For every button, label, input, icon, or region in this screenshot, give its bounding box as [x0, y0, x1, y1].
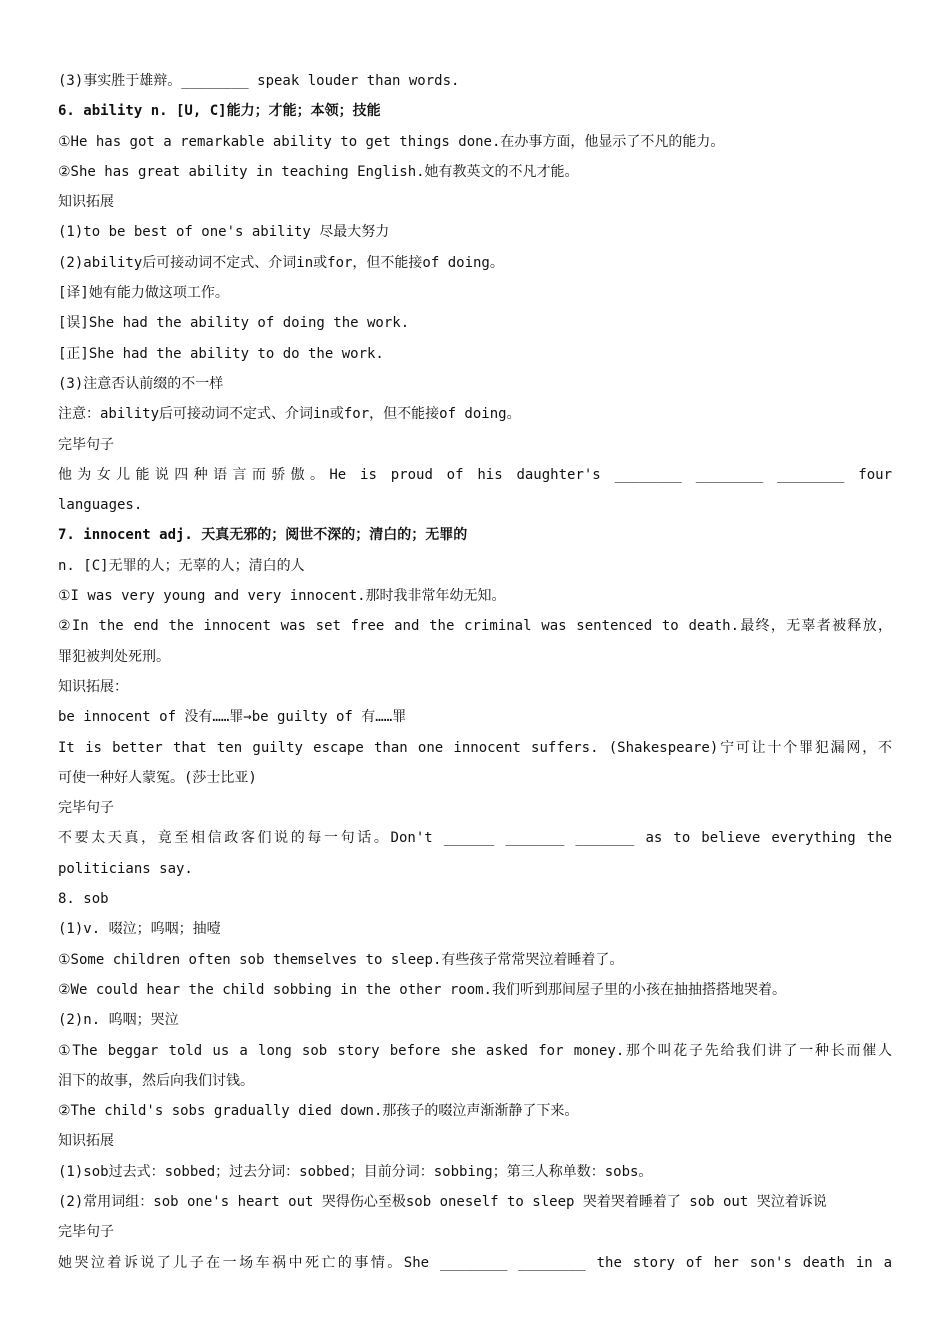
- text-line: 他为女儿能说四种语言而骄傲。He is proud of his daughter's ________ ________ ________ four: [58, 466, 892, 483]
- text-line: (3)注意否认前缀的不一样: [58, 375, 224, 392]
- text-line: [误]She had the ability of doing the work.: [58, 315, 410, 332]
- text-line: (1)v. 啜泣；呜咽；抽噎: [58, 921, 221, 938]
- text-line: (3)事实胜于雄辩。________ speak louder than words.: [58, 73, 460, 89]
- text-line: 可使一种好人蒙冤。(莎士比亚): [58, 769, 257, 786]
- text-line: (2)n. 呜咽；哭泣: [58, 1012, 179, 1029]
- text-line: n. [C]无罪的人；无辜的人；清白的人: [58, 557, 305, 574]
- document-page: [58, 66, 892, 1278]
- text-line: 知识拓展：: [58, 678, 128, 695]
- text-line: (1)to be best of one's ability 尽最大努力: [58, 224, 390, 241]
- text-line: ①The beggar told us a long sob story before she asked for money.那个叫花子先给我们讲了一种长而催人: [58, 1042, 892, 1059]
- text-line: ①He has got a remarkable ability to get things done.在办事方面，他显示了不凡的能力。: [58, 133, 725, 150]
- text-line: ②In the end the innocent was set free and the criminal was sentenced to death.最终，无辜者被释放，: [58, 618, 892, 635]
- text-line: ①I was very young and very innocent.那时我非常年幼无知。: [58, 588, 506, 605]
- text-line: [正]She had the ability to do the work.: [58, 345, 384, 362]
- text-line: 不要太天真，竟至相信政客们说的每一句话。Don't ______ _______ _______ as to believe everything the: [58, 830, 892, 847]
- text-line: 知识拓展: [58, 194, 114, 211]
- text-line: 注意：ability后可接动词不定式、介词in或for，但不能接of doing。: [58, 406, 521, 423]
- text-line: (1)sob过去式：sobbed；过去分词：sobbed；目前分词：sobbing；第三人称单数：sobs。: [58, 1163, 653, 1180]
- text-line: ②We could hear the child sobbing in the other room.我们听到那间屋子里的小孩在抽抽搭搭地哭着。: [58, 981, 786, 998]
- text-line: ②She has great ability in teaching English.她有教英文的不凡才能。: [58, 163, 579, 180]
- text-line: 完毕句子: [58, 800, 114, 817]
- text-line: languages.: [58, 497, 143, 514]
- text-line: be innocent of 没有……罪→be guilty of 有……罪: [58, 709, 407, 726]
- text-line: 她哭泣着诉说了儿子在一场车祸中死亡的事情。She ________ ________ the story of her son's death in a: [58, 1254, 892, 1271]
- text-line: (2)ability后可接动词不定式、介词in或for，但不能接of doing。: [58, 254, 504, 271]
- text-line: It is better that ten guilty escape than one innocent suffers. (Shakespeare)宁可让十个罪犯漏网，不: [58, 739, 892, 756]
- text-line: 罪犯被判处死刑。: [58, 648, 170, 665]
- text-line: ①Some children often sob themselves to sleep.有些孩子常常哭泣着睡着了。: [58, 951, 624, 968]
- text-line: 完毕句子: [58, 436, 114, 453]
- text-line: 知识拓展: [58, 1133, 114, 1150]
- text-line: 8. sob: [58, 891, 109, 908]
- text-line: politicians say.: [58, 860, 193, 877]
- text-line: (2)常用词组：sob one's heart out 哭得伤心至极sob oneself to sleep 哭着哭着睡着了 sob out 哭泣着诉说: [58, 1193, 827, 1210]
- text-line: [译]她有能力做这项工作。: [58, 285, 229, 302]
- text-line: 完毕句子: [58, 1224, 114, 1241]
- text-line: ②The child's sobs gradually died down.那孩子的啜泣声渐渐静了下来。: [58, 1103, 579, 1120]
- text-line: 泪下的故事，然后向我们讨钱。: [58, 1072, 254, 1089]
- section-heading: 6. ability n. [U, C]能力；才能；本领；技能: [58, 103, 381, 120]
- section-heading: 7. innocent adj. 天真无邪的；阅世不深的；清白的；无罪的: [58, 527, 468, 544]
